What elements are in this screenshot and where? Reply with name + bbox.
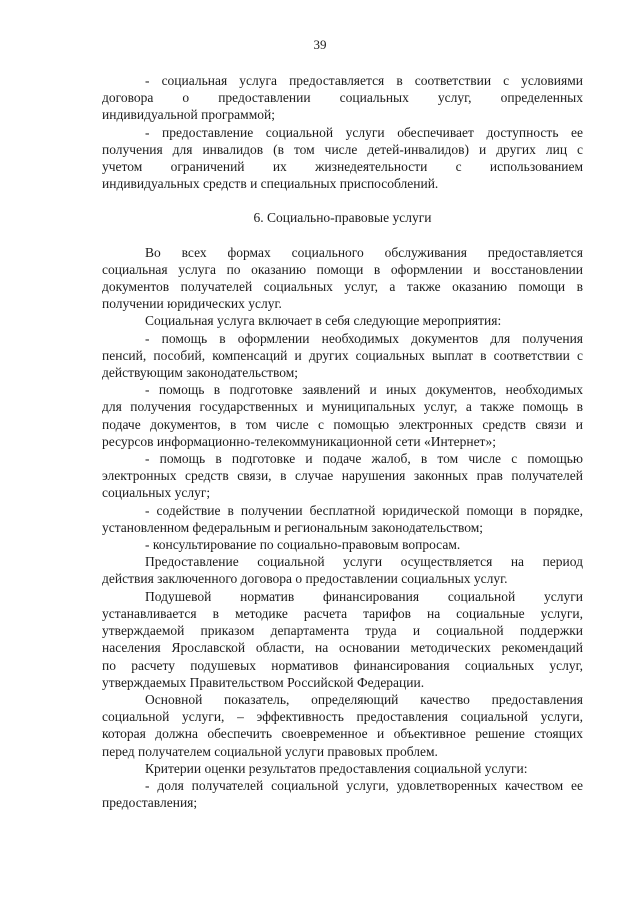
- text-line: Подушевой норматив финансирования социальной услуги: [145, 588, 583, 604]
- text-line: индивидуальных средств и специальных приспособлений.: [102, 176, 439, 192]
- text-line: перед получателем социальной услуги правовых проблем.: [102, 743, 438, 759]
- text-line: - доля получателей социальной услуги, удовлетворенных качеством ее: [145, 777, 583, 793]
- text-line: Во всех формах социального обслуживания предоставляется: [145, 244, 583, 260]
- text-line: установленном федеральным и региональным законодательством;: [102, 519, 484, 535]
- page-number: 39: [313, 37, 327, 52]
- text-line: действия заключенного договора о предоставлении социальных услуг.: [102, 571, 508, 587]
- text-line: пенсий, пособий, компенсаций и других социальных выплат в соответствии с: [102, 347, 583, 363]
- text-line: - социальная услуга предоставляется в соответствии с условиями: [145, 73, 583, 88]
- section-heading: 6. Социально-правовые услуги: [253, 210, 432, 226]
- text-line: получении юридических услуг.: [102, 296, 282, 312]
- text-line: документов получателей социальных услуг, а также оказанию помощи в: [102, 279, 583, 295]
- text-line: электронных средств связи, в случае нарушения законных прав получателей: [102, 468, 583, 484]
- text-line: ресурсов информационно-телекоммуникационной сети «Интернет»;: [102, 433, 496, 449]
- text-line: Предоставление социальной услуги осуществляется на период: [145, 554, 583, 570]
- text-line: действующим законодательством;: [102, 365, 299, 381]
- text-line: социальная услуга по оказанию помощи в оформлении и восстановлении: [102, 261, 583, 277]
- text-line: - помощь в подготовке и подаче жалоб, в том числе с помощью: [145, 451, 583, 467]
- text-line: устанавливается в методике расчета тарифов на социальные услуги,: [102, 605, 583, 621]
- text-line: социальных услуг;: [102, 485, 211, 501]
- text-line: договора о предоставлении социальных услуг, определенных: [102, 90, 583, 106]
- text-line: подаче документов, в том числе с помощью электронных средств связи и: [102, 416, 583, 432]
- text-line: Основной показатель, определяющий качество предоставления: [145, 691, 583, 707]
- text-line: по расчету подушевых нормативов финансирования социальных услуг,: [102, 657, 583, 673]
- text-line: населения Ярославской области, на основании методических рекомендаций: [102, 640, 583, 656]
- text-line: социальной услуги, – эффективность предоставления социальной услуги,: [102, 709, 583, 725]
- text-line: - предоставление социальной услуги обеспечивает доступность ее: [145, 124, 583, 140]
- text-line: получения для инвалидов (в том числе детей-инвалидов) и других лиц с: [102, 141, 583, 157]
- text-line: которая должна обеспечить своевременное и объективное решение стоящих: [102, 726, 583, 742]
- text-line: индивидуальной программой;: [102, 107, 275, 123]
- text-line: Социальная услуга включает в себя следующие мероприятия:: [145, 313, 502, 329]
- text-line: утверждаемых Правительством Российской Федерации.: [102, 674, 425, 690]
- text-line: - содействие в получении бесплатной юридической помощи в порядке,: [145, 502, 583, 518]
- text-line: предоставления;: [102, 795, 198, 811]
- text-line: - помощь в оформлении необходимых документов для получения: [145, 330, 583, 346]
- text-line: - помощь в подготовке заявлений и иных документов, необходимых: [145, 382, 583, 398]
- text-line: учетом ограничений их жизнедеятельности с использованием: [102, 159, 583, 175]
- text-line: для получения государственных и муниципальных услуг, а также помощь в: [102, 399, 583, 415]
- document-body: [102, 72, 583, 811]
- text-line: - консультирование по социально-правовым вопросам.: [145, 537, 461, 553]
- text-line: Критерии оценки результатов предоставления социальной услуги:: [145, 760, 528, 776]
- text-line: утверждаемой приказом департамента труда и социальной поддержки: [102, 623, 583, 639]
